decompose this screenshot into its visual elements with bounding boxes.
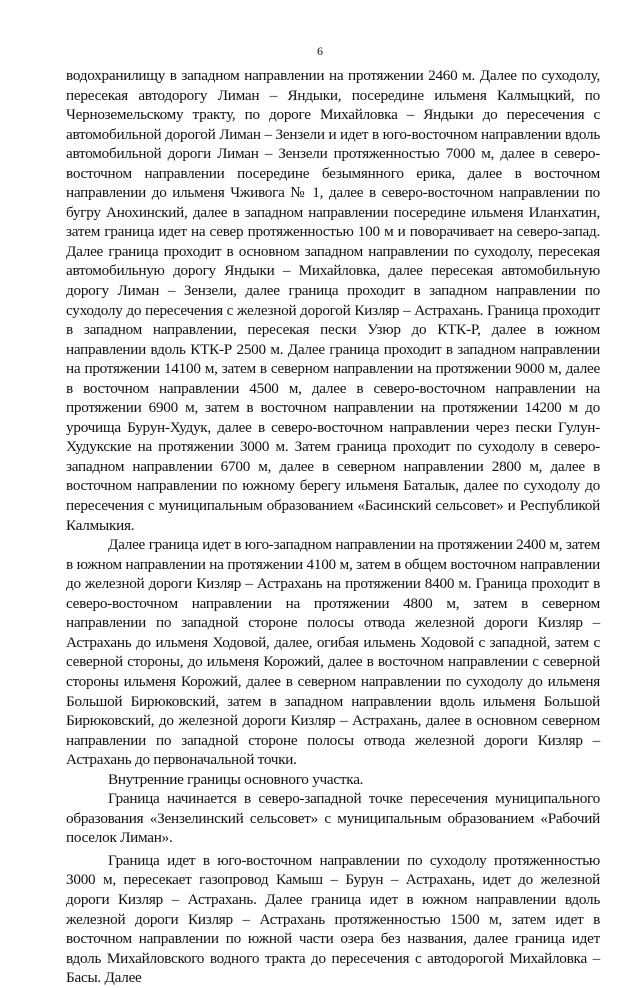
- section-heading-inner-boundaries: Внутренние границы основного участка.: [108, 770, 364, 788]
- paragraph-inner-boundary-start: Граница начинается в северо-западной точке пересечения муниципального образования «Зензелинский сельсовет» с муниципальным образованием «Рабочий поселок Лиман».: [66, 790, 600, 847]
- paragraph-boundary-continuation: водохранилищу в западном направлении на протяжении 2460 м. Далее по суходолу, пересекая автодорогу Лиман – Яндыки, посередине ильменя Калмыцкий, по Черноземельскому тракту, по дороге Михайловка – Яндыки до пересечения с автомобильной дорогой Лиман – Зензели и идет в юго-восточном направлении вдоль автомобильной дороги Лиман – Зензели протяженностью 7000 м, далее в северо-восточном направлении посередине безымянного ерика, далее в восточном направлении до ильменя Чживога № 1, далее в северо-восточном направлении по бугру Анохинский, далее в западном направлении посередине ильменя Иланхатин, затем граница идет на север протяженностью 100 м и поворачивает на северо-запад. Далее граница проходит в основном западном направлении по суходолу, пересекая автомобильную дорогу Яндыки – Михайловка, далее пересекая автомобильную дорогу Лиман – Зензели, далее граница проходит в западном направлении по суходолу до пересечения с железной дорогой Кизляр – Астрахань. Граница проходит в западном направлении, пересекая пески Узюр до КТК-Р, далее в южном направлении вдоль КТК-Р 2500 м. Далее граница проходит в западном направлении на протяжении 14100 м, затем в северном направлении на протяжении 9000 м, далее в восточном направлении 4500 м, далее в северо-восточном направлении на протяжении 6900 м, затем в восточном направлении на протяжении 14200 м до урочища Бурун-Худук, далее в северо-восточном направлении через пески Гулун-Худукские на протяжении 3000 м. Затем граница проходит по суходолу в северо-западном направлении 6700 м, далее в северном направлении 2800 м, далее в восточном направлении по южному берегу ильменя Баталык, далее по суходолу до пересечения с муниципальным образованием «Басинский сельсовет» и Республикой Калмыкия.: [66, 67, 600, 534]
- paragraph-boundary-south-east: Далее граница идет в юго-западном направлении на протяжении 2400 м, затем в южном направлении на протяжении 4100 м, затем в общем восточном направлении до железной дороги Кизляр – Астрахань на протяжении 8400 м. Граница проходит в северо-восточном направлении на протяжении 4800 м, затем в северном направлении по западной стороне полосы отвода железной дороги Кизляр – Астрахань до ильменя Ходовой, далее, огибая ильмень Ходовой с западной, затем с северной стороны, до ильменя Корожий, далее в восточном направлении с северной стороны ильменя Корожий, далее в северном направлении по суходолу до ильменя Большой Бирюковский, затем в западном направлении вдоль ильменя Большой Бирюковский, до железной дороги Кизляр – Астрахань, далее в основном северном направлении по западной стороне полосы отвода железной дороги Кизляр – Астрахань до первоначальной точки.: [66, 536, 600, 769]
- document-body: [66, 66, 600, 988]
- page-number: 6: [317, 44, 323, 58]
- paragraph-inner-boundary-route: Граница идет в юго-восточном направлении по суходолу протяженностью 3000 м, пересекает газопровод Камыш – Бурун – Астрахань, идет до железной дороги Кизляр – Астрахань. Далее граница идет в южном направлении вдоль железной дороги Кизляр – Астрахань протяженностью 1500 м, затем идет в восточном направлении по южной части озера без названия, далее граница идет вдоль Михайловского водного тракта до пересечения с автодорогой Михайловка – Басы. Далее: [66, 851, 600, 987]
